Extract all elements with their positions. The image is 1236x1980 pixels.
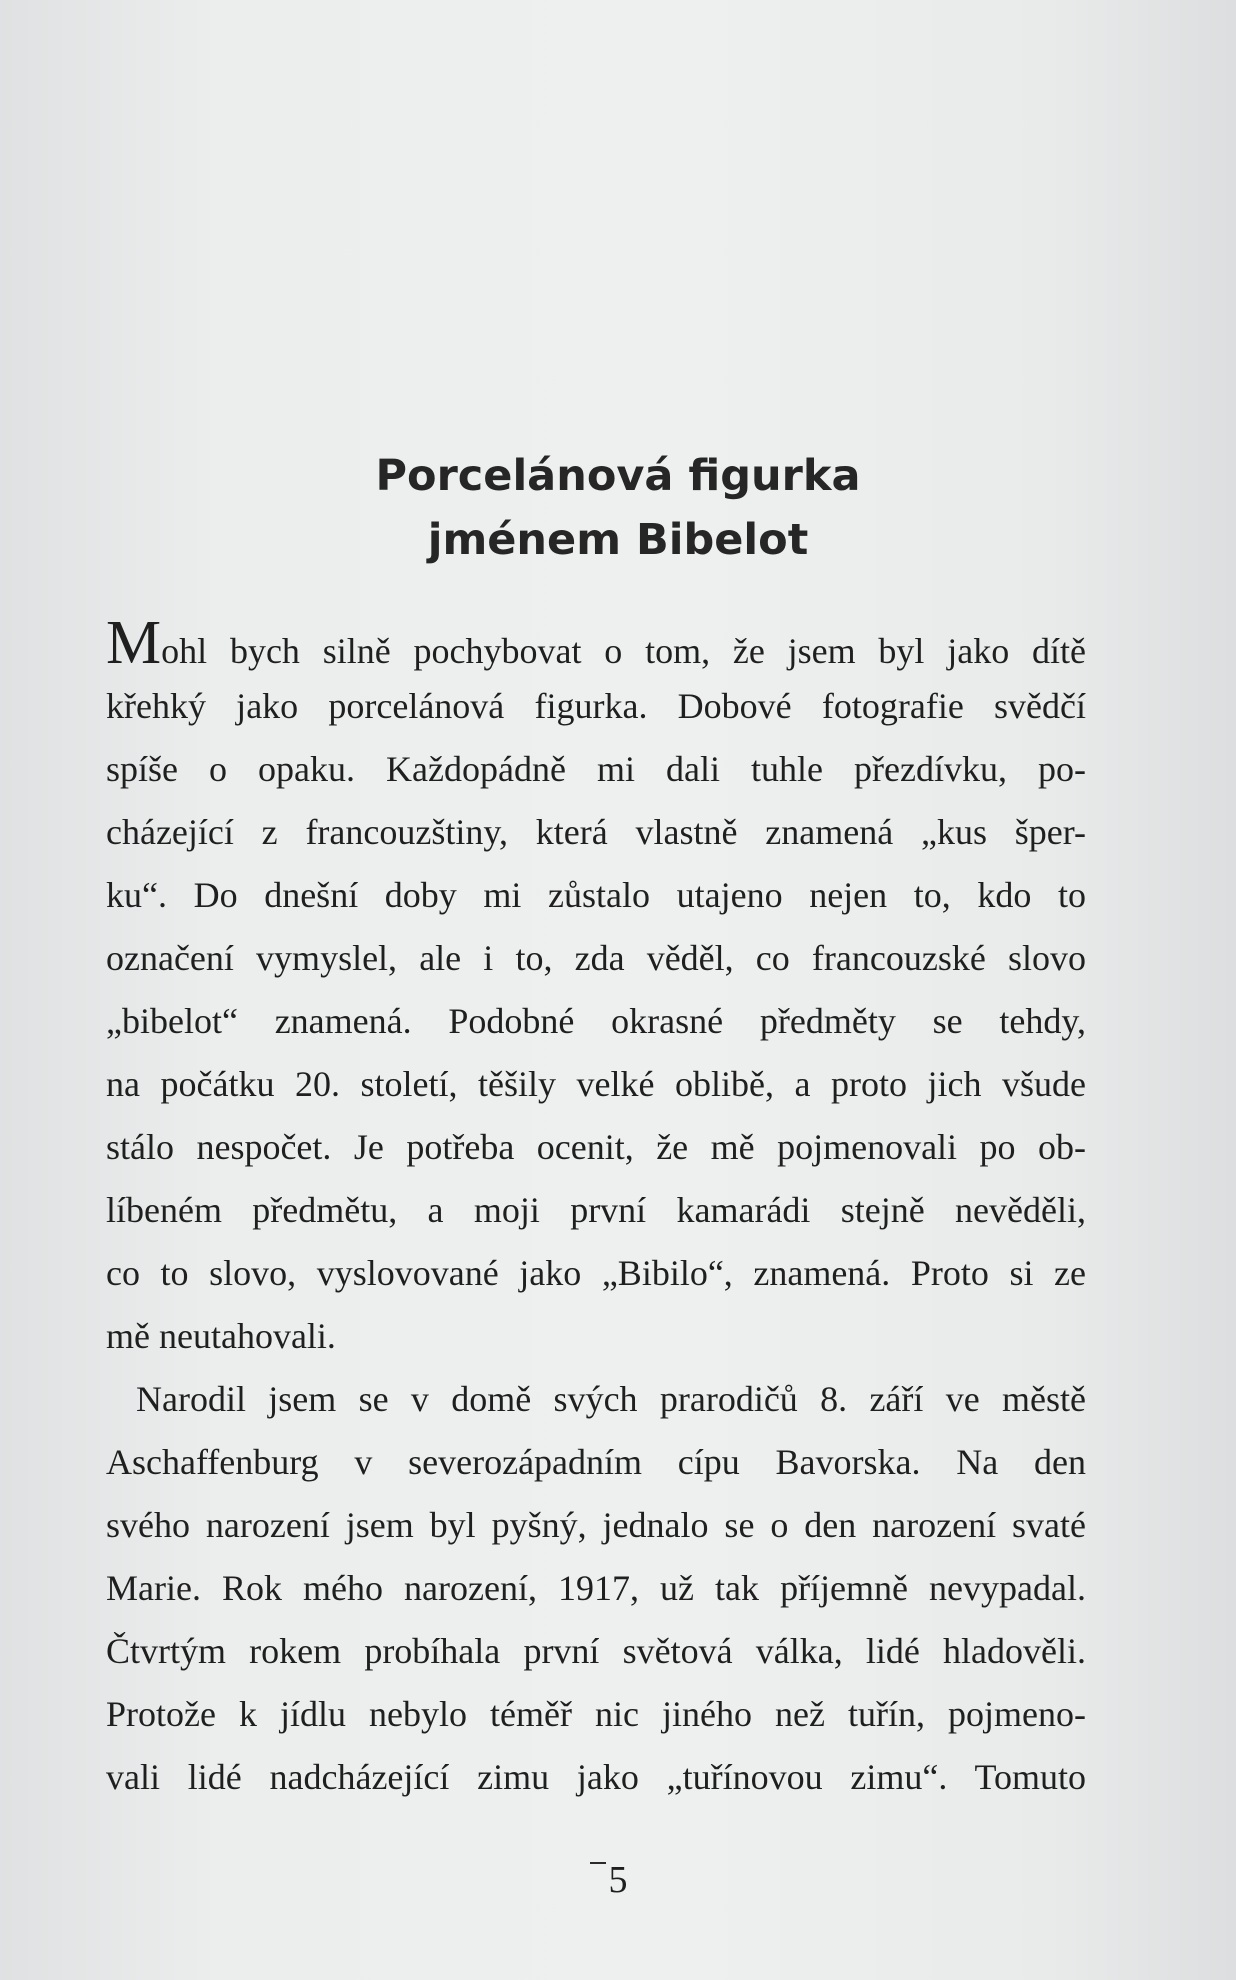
text-line: cházející z francouzštiny, která vlastně znamená „kus šper- <box>106 812 1086 852</box>
paragraph-1-line-1 <box>106 609 1086 677</box>
text-line: mě neutahovali. <box>106 1316 336 1356</box>
text-line: Aschaffenburg v severozápadním cípu Bavorska. Na den <box>106 1442 1086 1482</box>
text-line: líbeném předmětu, a moji první kamarádi stejně nevěděli, <box>106 1190 1086 1230</box>
page-number: 5 <box>608 1859 628 1901</box>
text-line: spíše o opaku. Každopádně mi dali tuhle přezdívku, po- <box>106 749 1086 789</box>
chapter-title-line-2: jménem Bibelot <box>427 515 809 565</box>
text-line: Marie. Rok mého narození, 1917, už tak příjemně nevypadal. <box>106 1568 1086 1608</box>
text-line: Narodil jsem se v domě svých prarodičů 8. září ve městě <box>136 1379 1086 1419</box>
text-line: Protože k jídlu nebylo téměř nic jiného než tuřín, pojmeno- <box>106 1694 1086 1734</box>
text-line: svého narození jsem byl pyšný, jednalo se o den narození svaté <box>106 1505 1086 1545</box>
chapter-body <box>106 609 1086 1809</box>
text-line: stálo nespočet. Je potřeba ocenit, že mě pojmenovali po ob- <box>106 1127 1086 1167</box>
text-line: co to slovo, vyslovované jako „Bibilo“, znamená. Proto si ze <box>106 1253 1086 1293</box>
text-line: ku“. Do dnešní doby mi zůstalo utajeno nejen to, kdo to <box>106 875 1086 915</box>
chapter-title <box>0 444 1236 572</box>
text-line: vali lidé nadcházející zimu jako „tuřínovou zimu“. Tomuto <box>106 1757 1086 1797</box>
text-line: na počátku 20. století, těšily velké oblibě, a proto jich všude <box>106 1064 1086 1104</box>
text-line: ohl bych silně pochybovat o tom, že jsem byl jako dítě <box>161 631 1086 671</box>
chapter-title-line-1: Porcelánová figurka <box>375 451 861 501</box>
text-line: označení vymyslel, ale i to, zda věděl, co francouzské slovo <box>106 938 1086 978</box>
text-line: Čtvrtým rokem probíhala první světová válka, lidé hladověli. <box>106 1631 1086 1671</box>
text-line: křehký jako porcelánová figurka. Dobové fotografie svědčí <box>106 686 1086 726</box>
drop-cap: M <box>106 609 162 677</box>
text-line: „bibelot“ znamená. Podobné okrasné předměty se tehdy, <box>106 1001 1086 1041</box>
